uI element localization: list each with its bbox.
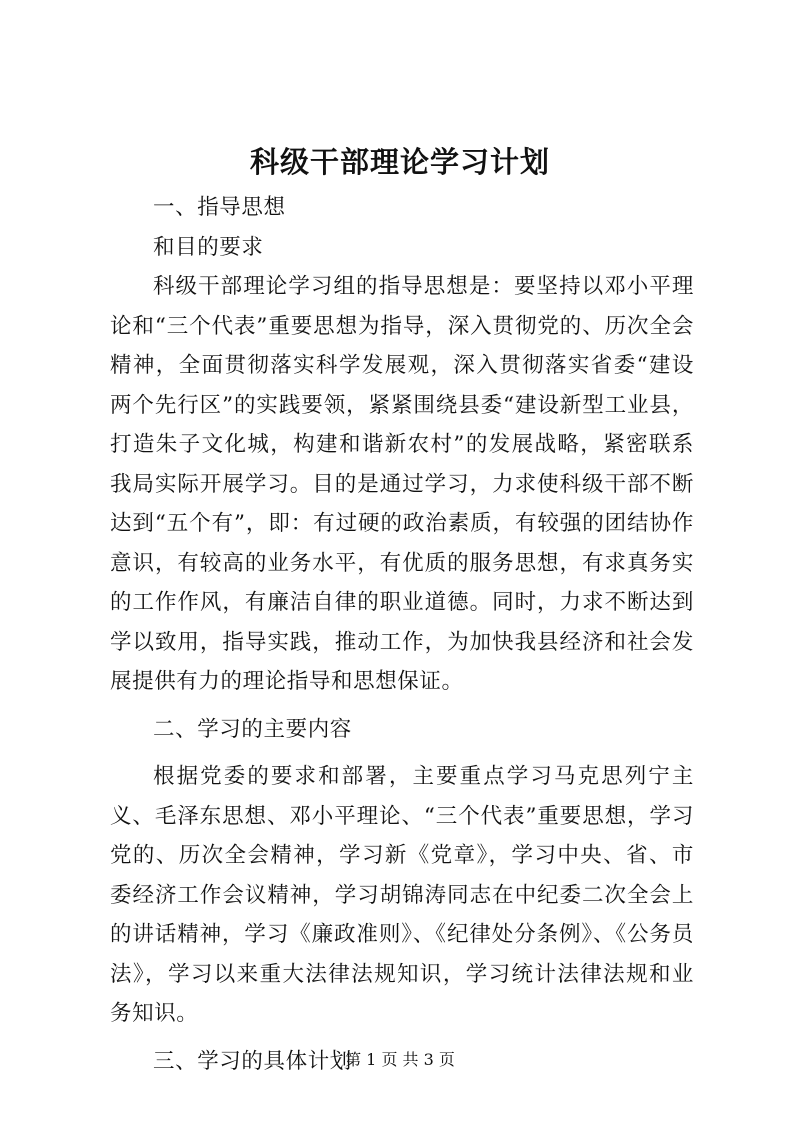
paragraph-gap [110, 1034, 694, 1042]
paragraph-gap [110, 702, 694, 710]
section2-heading: 二、学习的主要内容 [153, 716, 352, 742]
section1-subheading: 和目的要求 [153, 234, 264, 260]
page-footer: 第 1 页 共 3 页 [345, 1050, 455, 1069]
section1-heading: 一、指导思想 [153, 195, 286, 220]
section3-heading: 三、学习的具体计划 [153, 1048, 352, 1074]
section2-paragraph: 根据党委的要求和部署，主要重点学习马克思列宁主义、毛泽东思想、邓小平理论、“三个代表”重要思想，学习党的、历次全会精神，学习新《党章》，学习中央、省、市委经济工作会议精神，学习胡锦涛同志在中纪委二次全会上的讲话精神，学习《廉政准则》、《纪律处分条例》、《公务员法》，学习以来重大法律法规知识，学习统计法律法规和业务知识。 [110, 764, 694, 1026]
document-body [110, 188, 694, 1081]
section1-paragraph: 科级干部理论学习组的指导思想是：要坚持以邓小平理论和“三个代表”重要思想为指导，深入贯彻党的、历次全会精神，全面贯彻落实科学发展观，深入贯彻落实省委“建设两个先行区”的实践要领，紧紧围绕县委“建设新型工业县，打造朱子文化城，构建和谐新农村”的发展战略，紧密联系我局实际开展学习。目的是通过学习，力求使科级干部不断达到“五个有”，即：有过硬的政治素质，有较强的团结协作意识，有较高的业务水平，有优质的服务思想，有求真务实的工作作风，有廉洁自律的职业道德。同时，力求不断达到学以致用，指导实践，推动工作，为加快我县经济和社会发展提供有力的理论指导和思想保证。 [110, 274, 694, 694]
document-title: 科级干部理论学习计划 [249, 145, 550, 179]
paragraph-gap [110, 749, 694, 757]
